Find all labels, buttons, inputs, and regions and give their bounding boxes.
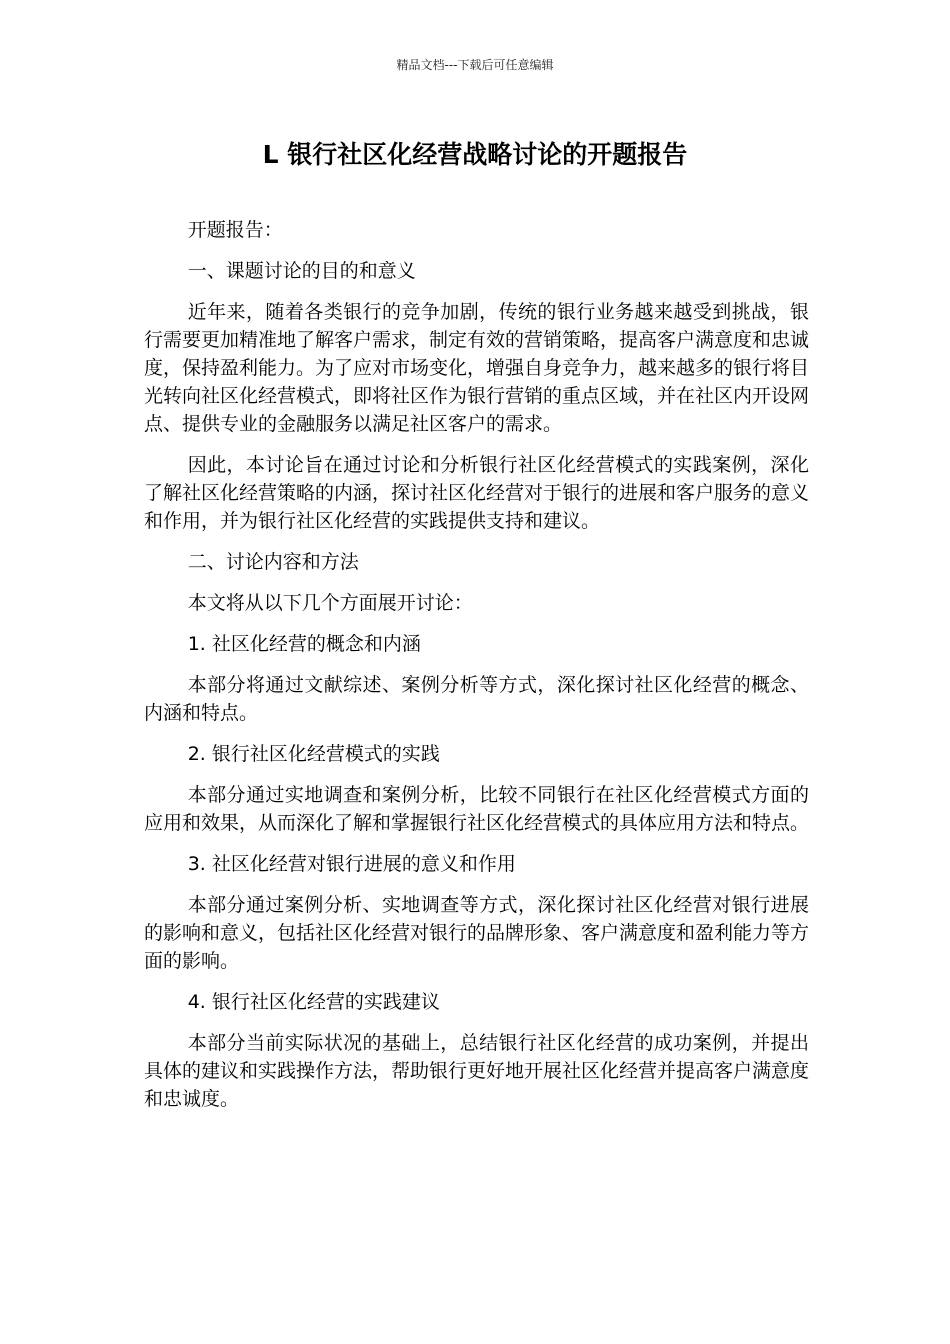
body-paragraph: 本文将从以下几个方面展开讨论： xyxy=(187,592,473,614)
subsection-heading: 2. 银行社区化经营模式的实践 xyxy=(187,743,440,765)
document-body xyxy=(144,216,809,1126)
subsection-heading: 3. 社区化经营对银行进展的意义和作用 xyxy=(187,853,516,875)
body-paragraph: 本部分当前实际状况的基础上，总结银行社区化经营的成功案例，并提出具体的建议和实践操作方法，帮助银行更好地开展社区化经营并提高客户满意度和忠诚度。 xyxy=(144,1032,810,1110)
body-paragraph: 本部分通过实地调查和案例分析，比较不同银行在社区化经营模式方面的应用和效果，从而深化了解和掌握银行社区化经营模式的具体应用方法和特点。 xyxy=(144,784,810,834)
section-heading: 二、讨论内容和方法 xyxy=(187,551,359,573)
body-paragraph: 本部分将通过文献综述、案例分析等方式，深化探讨社区化经营的概念、内涵和特点。 xyxy=(144,674,809,724)
subsection-heading: 4. 银行社区化经营的实践建议 xyxy=(187,991,440,1013)
document-title: L 银行社区化经营战略讨论的开题报告 xyxy=(262,140,688,169)
subsection-heading: 1. 社区化经营的概念和内涵 xyxy=(187,633,421,655)
body-paragraph: 因此，本讨论旨在通过讨论和分析银行社区化经营模式的实践案例，深化了解社区化经营策略的内涵，探讨社区化经营对于银行的进展和客户服务的意义和作用，并为银行社区化经营的实践提供支持和建议。 xyxy=(144,454,810,532)
section-heading: 一、课题讨论的目的和意义 xyxy=(187,260,416,282)
body-paragraph: 本部分通过案例分析、实地调查等方式，深化探讨社区化经营对银行进展的影响和意义，包括社区化经营对银行的品牌形象、客户满意度和盈利能力等方面的影响。 xyxy=(144,894,810,972)
section-label: 开题报告： xyxy=(187,219,283,241)
body-paragraph: 近年来，随着各类银行的竞争加剧，传统的银行业务越来越受到挑战，银行需要更加精准地了解客户需求，制定有效的营销策略，提高客户满意度和忠诚度，保持盈利能力。为了应对市场变化，增强自身竞争力，越来越多的银行将目光转向社区化经营模式，即将社区作为银行营销的重点区域，并在社区内开设网点、提供专业的金融服务以满足社区客户的需求。 xyxy=(144,301,810,435)
header-note: 精品文档---下载后可任意编辑 xyxy=(396,58,554,72)
